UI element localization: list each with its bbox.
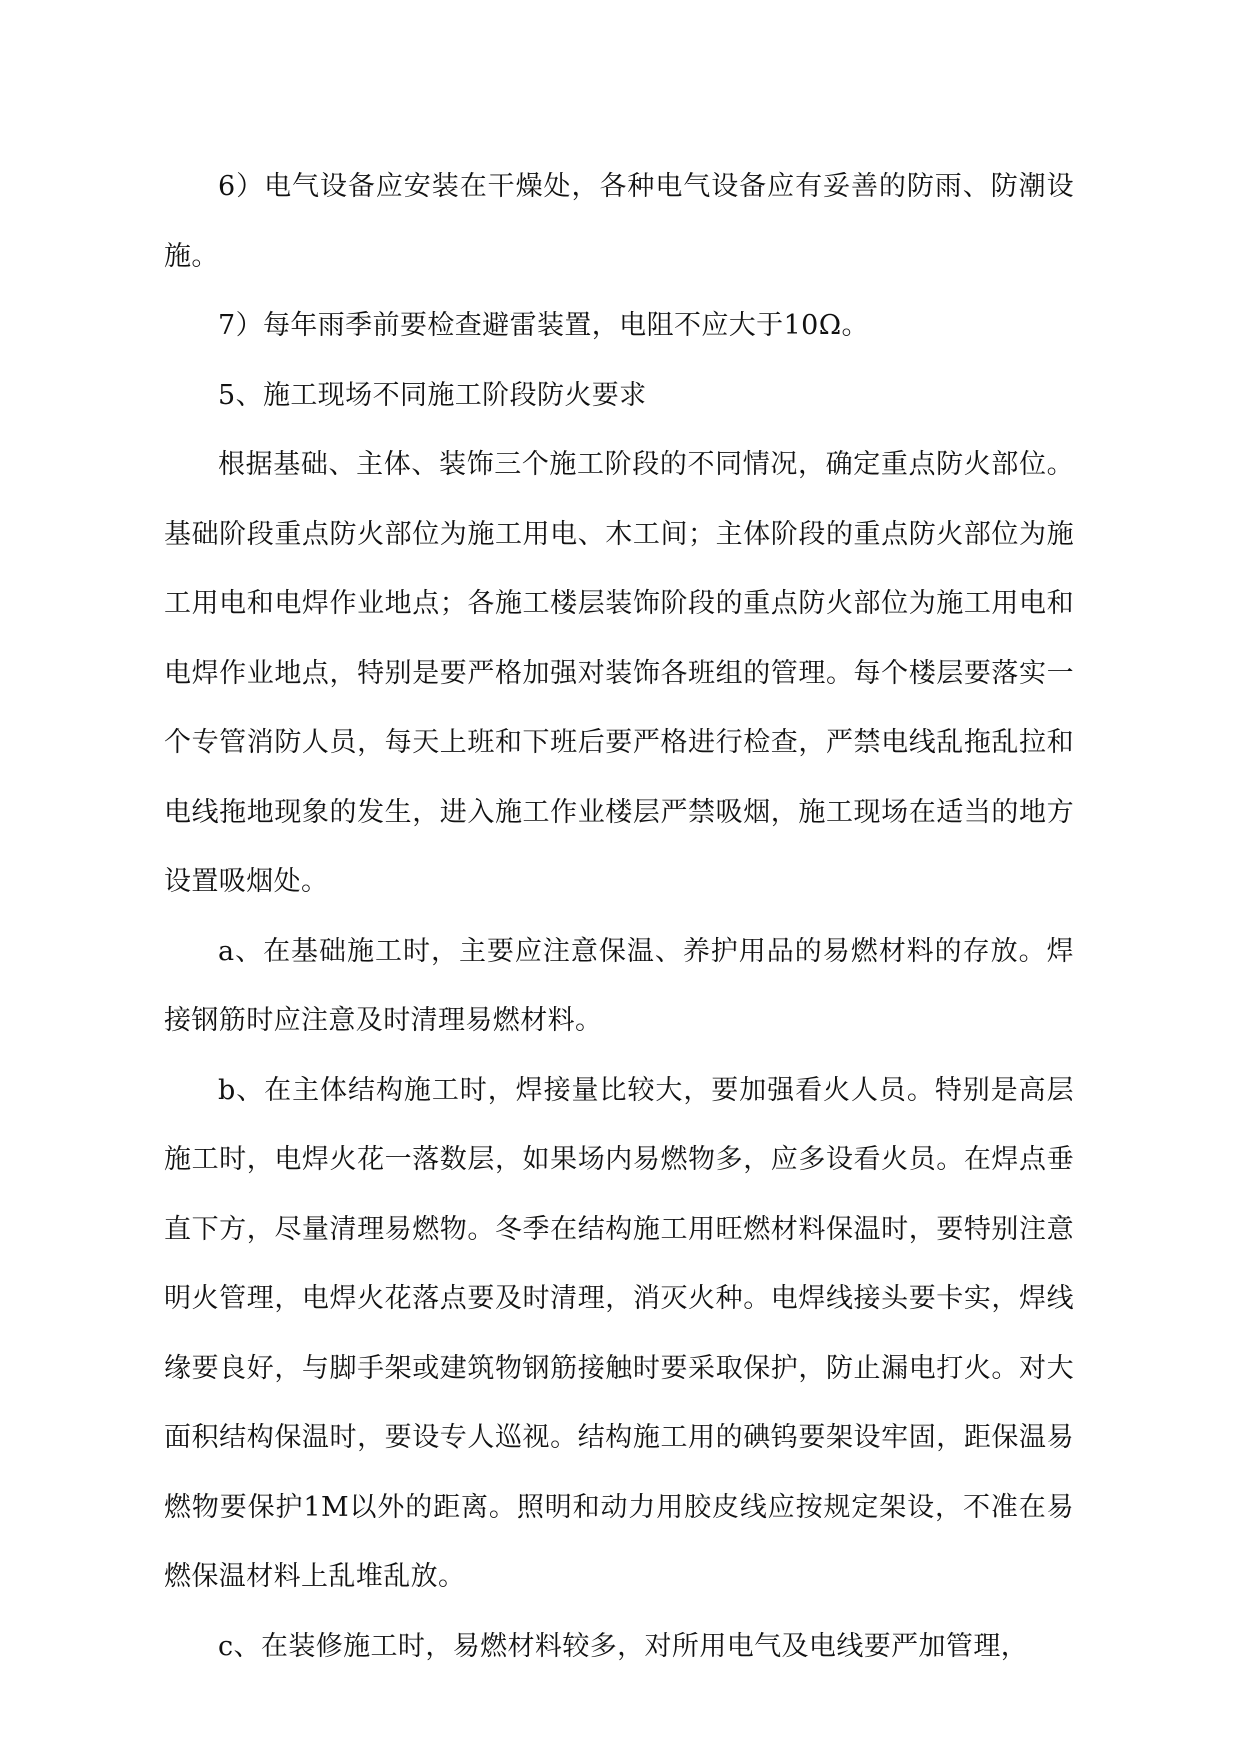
paragraph-foundation-stage: a、在基础施工时，主要应注意保温、养护用品的易燃材料的存放。焊接钢筋时应注意及时清理易燃材料。 [164,935,1074,1036]
section-heading-fire-requirements: 5、施工现场不同施工阶段防火要求 [218,379,647,411]
paragraph-fire-key-areas: 根据基础、主体、装饰三个施工阶段的不同情况，确定重点防火部位。基础阶段重点防火部位为施工用电、木工间；主体阶段的重点防火部位为施工用电和电焊作业地点；各施工楼层装饰阶段的重点防火部位为施工用电和电焊作业地点，特别是要严格加强对装饰各班组的管理。每个楼层要落实一个专管消防人员，每天上班和下班后要严格进行检查，严禁电线乱拖乱拉和电线拖地现象的发生，进入施工作业楼层严禁吸烟，施工现场在适当的地方设置吸烟处。 [164,449,1074,897]
paragraph-main-structure-stage: b、在主体结构施工时，焊接量比较大，要加强看火人员。特别是高层施工时，电焊火花一落数层，如果场内易燃物多，应多设看火员。在焊点垂直下方，尽量清理易燃物。冬季在结构施工用旺燃材料保温时，要特别注意明火管理，电焊火花落点要及时清理，消灭火种。电焊线接头要卡实，焊线缘要良好，与脚手架或建筑物钢筋接触时要采取保护，防止漏电打火。对大面积结构保温时，要设专人巡视。结构施工用的碘钨要架设牢固，距保温易燃物要保护1M以外的距离。照明和动力用胶皮线应按规定架设，不准在易燃保温材料上乱堆乱放。 [164,1074,1074,1592]
paragraph-decoration-stage: c、在装修施工时，易燃材料较多，对所用电气及电线要严加管理， [218,1630,1029,1662]
document-body [164,152,1074,1681]
paragraph-lightning-protection: 7）每年雨季前要检查避雷装置，电阻不应大于10Ω。 [218,310,869,341]
paragraph-electrical-equipment: 6）电气设备应安装在干燥处，各种电气设备应有妥善的防雨、防潮设施。 [164,171,1074,272]
